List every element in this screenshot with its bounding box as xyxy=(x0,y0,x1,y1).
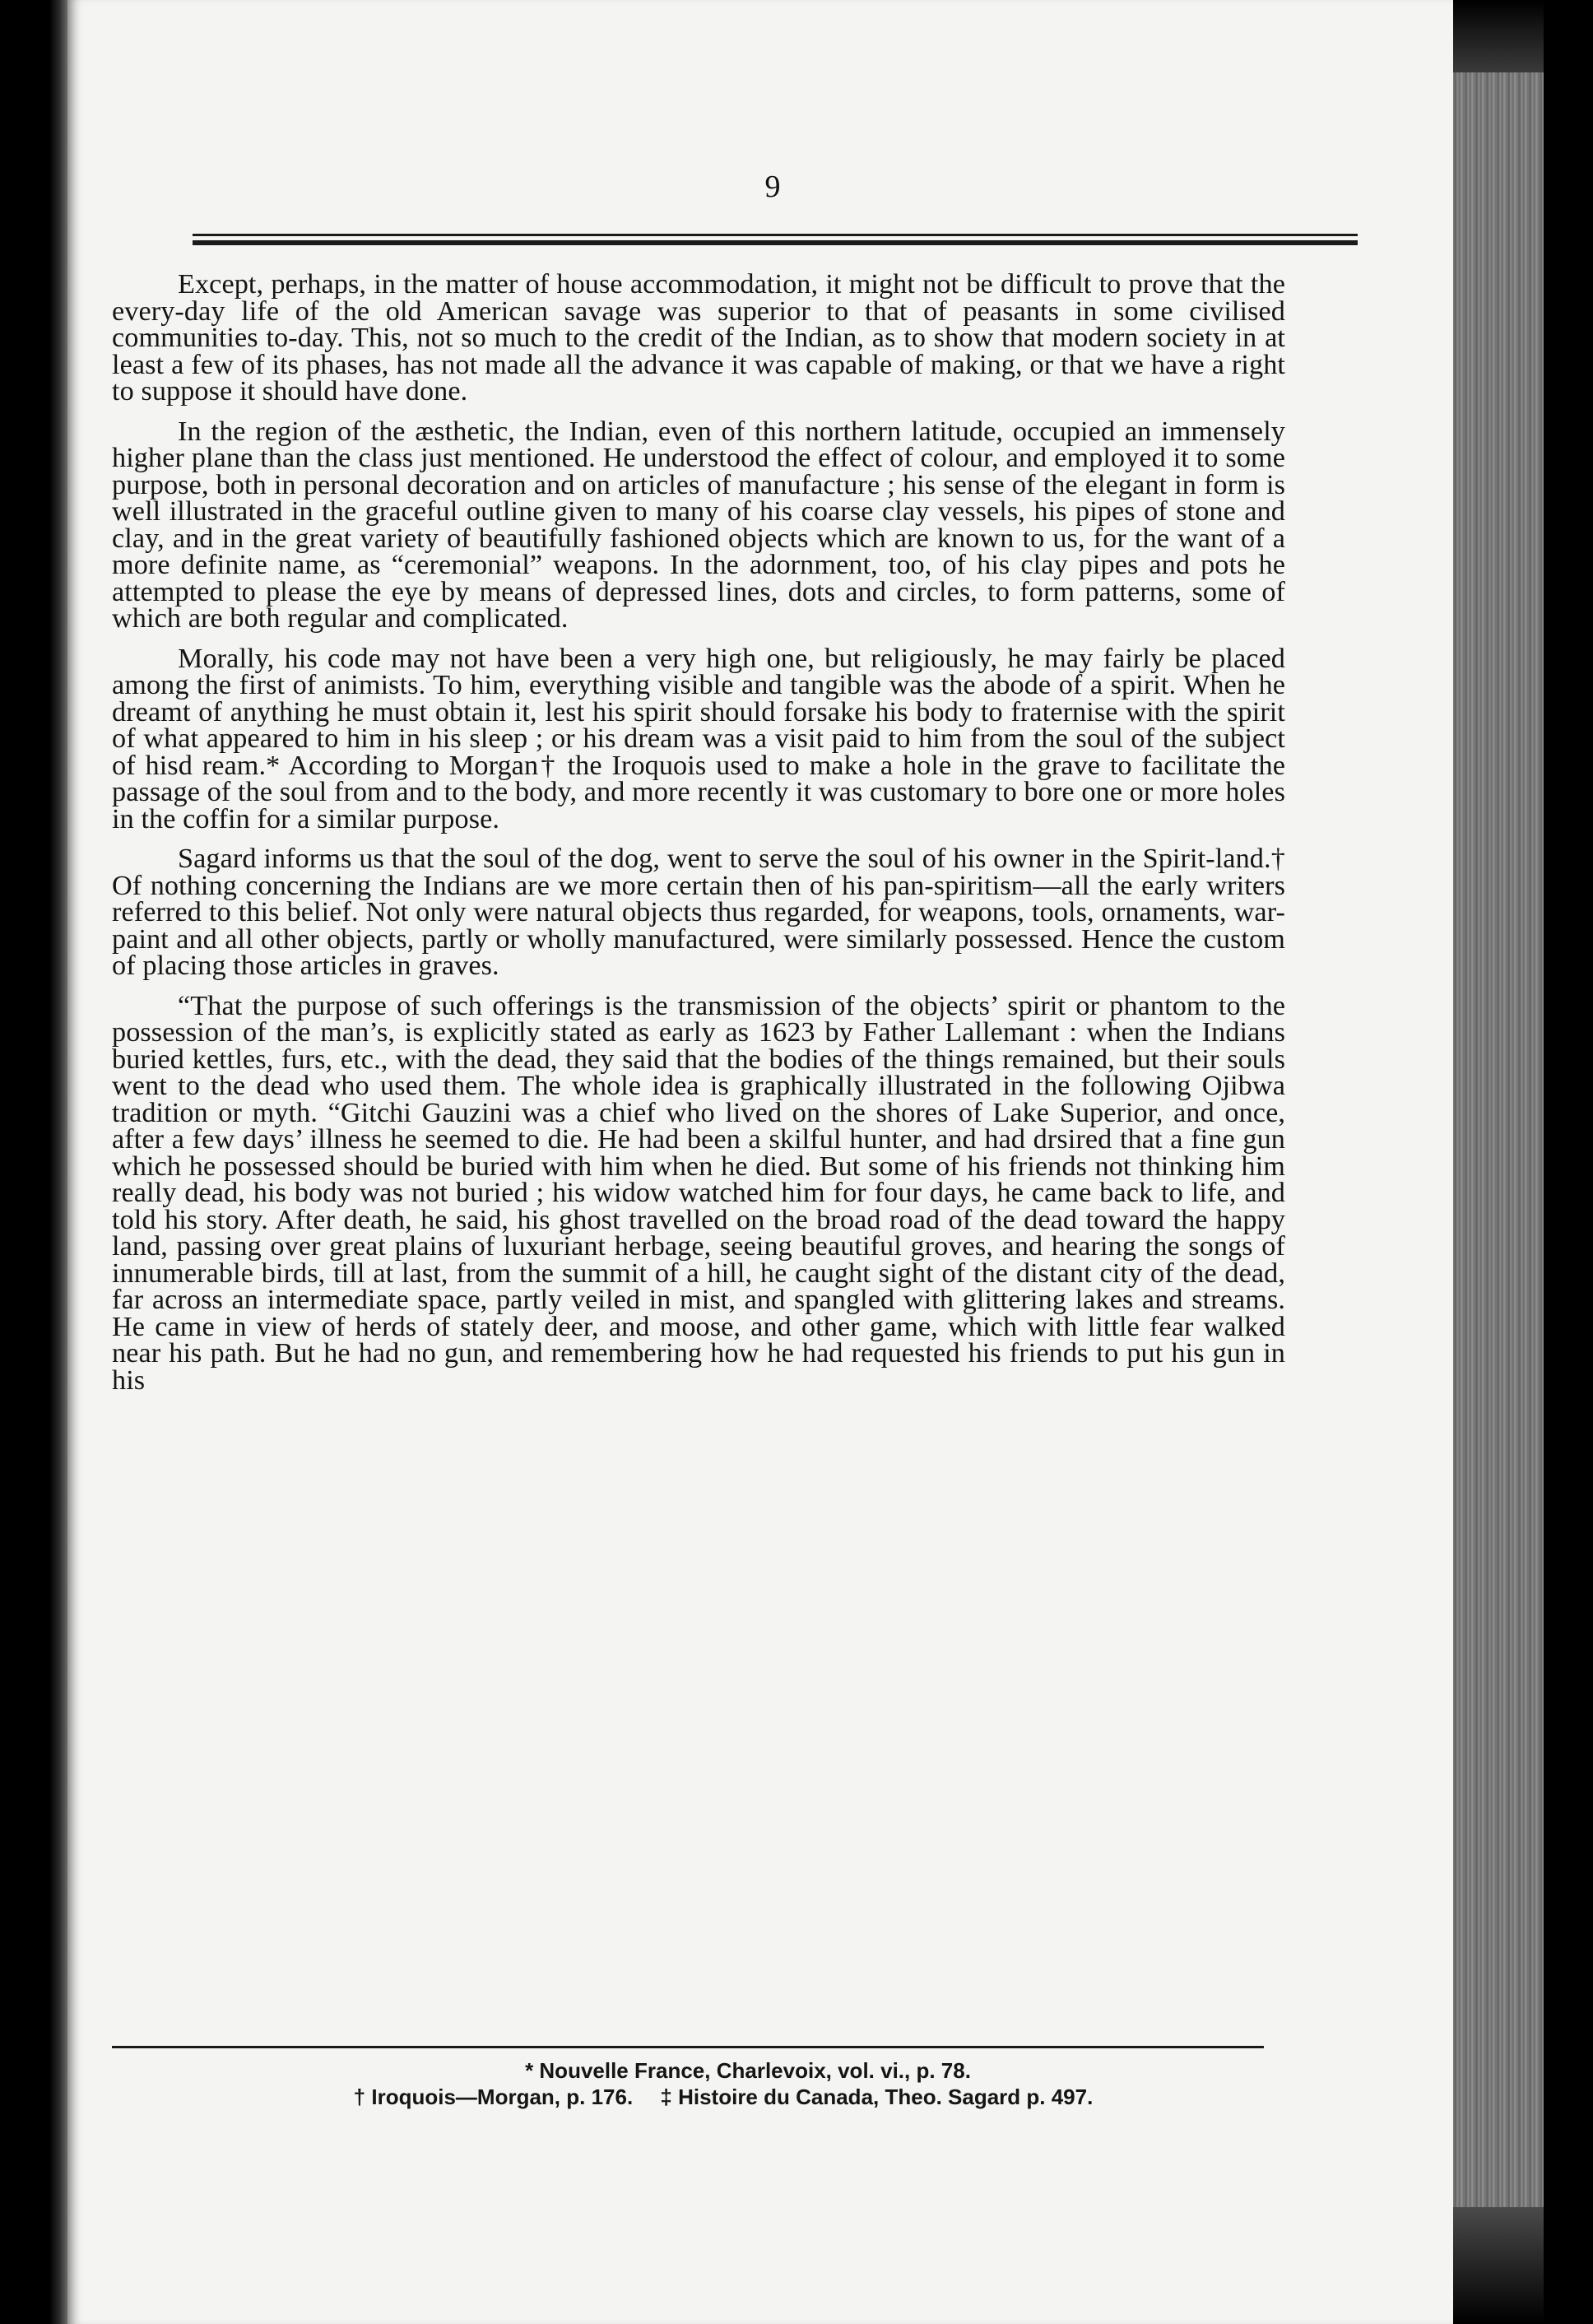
paragraph-2: In the region of the æsthetic, the Indian, even of this northern latitude, occupied an immensely higher plane than the class just mentioned. He understood the effect of colour, and employed it to some purpose, both in personal decoration and on articles of manufacture ; his sense of the elegant in form is well illustrated in the graceful outline given to many of his coarse clay vessels, his pipes of stone and clay, and in the great variety of beautifully fashioned objects which are known to us, for the want of a more definite name, as “ceremonial” weapons. In the adornment, too, of his clay pipes and pots he attempted to please the eye by means of depressed lines, dots and circles, to form patterns, some of which are both regular and complicated. xyxy=(112,416,1285,634)
page-stack-top xyxy=(1453,0,1544,72)
body-text xyxy=(112,269,1285,1407)
page-stack-bottom xyxy=(1453,2207,1544,2324)
page-stack-edge xyxy=(1453,72,1544,2207)
footnote-3: ‡ Histoire du Canada, Theo. Sagard p. 497. xyxy=(660,2085,1094,2109)
footnotes xyxy=(112,2057,1285,2110)
footnote-2: † Iroquois—Morgan, p. 176. xyxy=(353,2085,634,2109)
page-number: 9 xyxy=(764,170,781,204)
header-rule-thick xyxy=(193,240,1358,245)
paragraph-4: Sagard informs us that the soul of the dog, went to serve the soul of his owner in the Spirit-land.† Of nothing concerning the Indians are we more certain then of his pan-spiritism—all the early writers referred to this belief. Not only were natural objects thus regarded, for weapons, tools, ornaments, war-paint and all other objects, partly or wholly manufactured, were similarly possessed. Hence the custom of placing those articles in graves. xyxy=(112,844,1285,981)
paragraph-5: “That the purpose of such offerings is the transmission of the objects’ spirit or phantom to the possession of the man’s, is explicitly stated as early as 1623 by Father Lallemant : when the Indians buried kettles, furs, etc., with the dead, they said that the bodies of the things remained, but their souls went to the dead who used them. The whole idea is graphically illustrated in the following Ojibwa tradition or myth. “Gitchi Gauzini was a chief who lived on the shores of Lake Superior, and once, after a few days’ illness he seemed to die. He had been a skilful hunter, and had drsired that a fine gun which he possessed should be buried with him when he died. But some of his friends not thinking him really dead, his body was not buried ; his widow watched him for four days, he came back to life, and told his story. After death, he said, his ghost travelled on the broad road of the dead toward the happy land, passing over great plains of luxuriant herbage, seeing beautiful groves, and hearing the songs of innumerable birds, till at last, from the summit of a hill, he caught sight of the distant city of the dead, far across an intermediate space, partly veiled in mist, and spangled with glittering lakes and streams. He came in view of herds of stately deer, and moose, and other game, which with little fear walked near his path. But he had no gun, and remembering how he had requested his friends to put his gun in his xyxy=(112,990,1285,1396)
footnote-rule xyxy=(112,2046,1264,2048)
footnote-1: * Nouvelle France, Charlevoix, vol. vi., p. 78. xyxy=(525,2058,971,2083)
footnote-line-2 xyxy=(112,2084,1285,2110)
scan-border-right xyxy=(1544,0,1593,2324)
header-rule-thin xyxy=(193,234,1358,236)
scan-border-left xyxy=(0,0,72,2324)
paragraph-3: Morally, his code may not have been a very high one, but religiously, he may fairly be placed among the first of animists. To him, everything visible and tangible was the abode of a spirit. When he dreamt of anything he must obtain it, lest his spirit should forsake his body to fraternise with the spirit of what appeared to him in his sleep ; or his dream was a visit paid to him from the soul of the subject of hisd ream.* According to Morgan† the Iroquois used to make a hole in the grave to facilitate the passage of the soul from and to the body, and more recently it was customary to bore one or more holes in the coffin for a similar purpose. xyxy=(112,643,1285,834)
paragraph-1: Except, perhaps, in the matter of house accommodation, it might not be difficult to prove that the every-day life of the old American savage was superior to that of peasants in some civilised communities to-day. This, not so much to the credit of the Indian, as to show that modern society in at least a few of its phases, has not made all the advance it was capable of making, or that we have a right to suppose it should have done. xyxy=(112,269,1285,407)
